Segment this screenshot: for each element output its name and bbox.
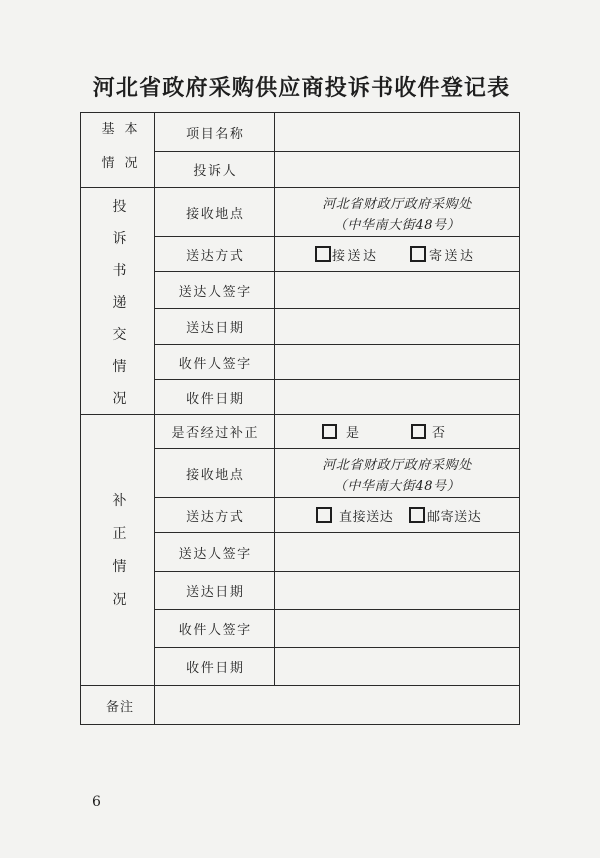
yes-label: 是 — [346, 426, 360, 441]
mail-delivery-label: 寄送达 — [429, 248, 476, 264]
no-label: 否 — [432, 426, 446, 441]
direct-delivery-checkbox-icon — [316, 507, 332, 523]
row-label-delivery-method: 送达方式 — [155, 498, 274, 532]
section-label-char: 正 — [112, 525, 127, 542]
section-label-char: 况 — [112, 591, 127, 608]
recipient-signature-field — [275, 345, 519, 379]
mail-delivery-option — [410, 237, 476, 271]
row-label-delivery-date: 送达日期 — [155, 572, 274, 609]
row-label-complainant: 投诉人 — [155, 152, 274, 187]
row-label-receive-place: 接收地点 — [155, 449, 274, 497]
receive-place-value — [275, 188, 519, 236]
direct-delivery-option — [316, 498, 393, 532]
page-title: 河北省政府采购供应商投诉书收件登记表 — [92, 75, 511, 101]
direct-delivery-label: 直接送达 — [339, 509, 394, 525]
registration-form-table — [80, 112, 520, 725]
row-label-delivery-date: 送达日期 — [155, 309, 274, 344]
address-line-2: （中华南大街48号） — [333, 218, 461, 233]
remark-field — [155, 686, 519, 724]
delivery-date-field — [275, 309, 519, 344]
corrected-yes-option — [322, 415, 359, 448]
address-line-1: 河北省财政厅政府采购处 — [322, 458, 472, 473]
row-label-recipient-signature: 收件人签字 — [155, 345, 274, 379]
section-label-submission — [81, 188, 154, 414]
receipt-date-field — [275, 380, 519, 414]
delivery-method-value — [275, 237, 519, 271]
section-label-char: 诉 — [112, 230, 127, 247]
section-label-line: 情况 — [101, 155, 148, 171]
section-label-correction — [81, 415, 154, 685]
page-number: 6 — [92, 794, 101, 810]
recipient-signature-field — [275, 610, 519, 647]
row-label-deliverer-signature: 送达人签字 — [155, 272, 274, 308]
row-label-receipt-date: 收件日期 — [155, 648, 274, 685]
section-label-char: 书 — [112, 262, 127, 279]
section-label-char: 况 — [112, 390, 127, 407]
direct-delivery-label: 接送达 — [332, 248, 379, 264]
row-label-project-name: 项目名称 — [155, 113, 274, 151]
row-label-receipt-date: 收件日期 — [155, 380, 274, 414]
row-label-deliverer-signature: 送达人签字 — [155, 533, 274, 571]
address-line-1: 河北省财政厅政府采购处 — [322, 197, 472, 212]
mail-delivery-checkbox-icon — [409, 507, 425, 523]
deliverer-signature-field — [275, 272, 519, 308]
corrected-value — [275, 415, 519, 448]
row-label-recipient-signature: 收件人签字 — [155, 610, 274, 647]
receive-place-value — [275, 449, 519, 497]
address-line-2: （中华南大街48号） — [333, 479, 461, 494]
direct-delivery-option — [315, 237, 379, 271]
section-label-char: 情 — [112, 558, 127, 575]
complainant-field — [275, 152, 519, 187]
row-label-receive-place: 接收地点 — [155, 188, 274, 236]
section-label-char: 交 — [112, 326, 127, 343]
row-label-corrected: 是否经过补正 — [155, 415, 274, 448]
section-label-char: 投 — [112, 198, 127, 215]
mail-delivery-option — [409, 498, 481, 532]
section-label-basic-info — [81, 113, 154, 187]
yes-checkbox-icon — [322, 424, 337, 439]
section-label-line: 基本 — [101, 121, 148, 137]
section-label-char: 补 — [112, 492, 127, 509]
deliverer-signature-field — [275, 533, 519, 571]
mail-delivery-label: 邮寄送达 — [427, 509, 482, 525]
section-label-char: 递 — [112, 294, 127, 311]
no-checkbox-icon — [411, 424, 426, 439]
project-name-field — [275, 113, 519, 151]
row-label-remark: 备注 — [81, 686, 154, 724]
delivery-method-value — [275, 498, 519, 532]
mail-delivery-checkbox-icon — [410, 246, 426, 262]
corrected-no-option — [411, 415, 445, 448]
direct-delivery-checkbox-icon — [315, 246, 331, 262]
receipt-date-field — [275, 648, 519, 685]
delivery-date-field — [275, 572, 519, 609]
section-label-char: 情 — [112, 358, 127, 375]
row-label-delivery-method: 送达方式 — [155, 237, 274, 271]
